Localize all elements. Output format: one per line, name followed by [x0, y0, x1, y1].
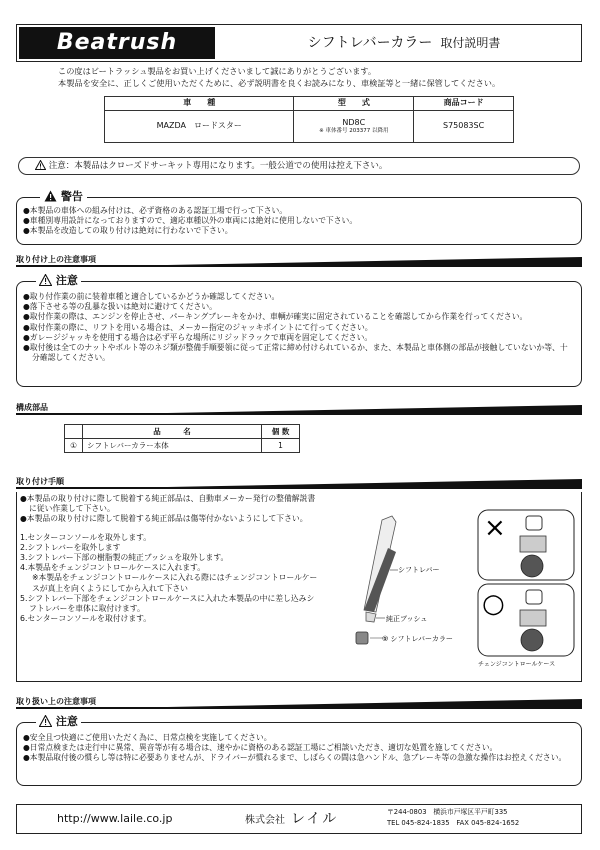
section-title: 取り付け手順: [16, 477, 68, 487]
heading-text: 注意: [55, 715, 78, 728]
col-code: 商品コード: [414, 97, 514, 111]
step-item: 4.本製品をチェンジコントロールケースに入れます。: [20, 563, 206, 573]
warning-triangle-icon: [44, 190, 57, 202]
cell-model: [294, 111, 414, 143]
cell-code: S75083SC: [414, 111, 514, 143]
company-name: [245, 805, 338, 835]
col-qty: 個 数: [262, 425, 300, 439]
list-item: ●本製品の取り付けに際して脱着する純正部品は傷等付かないようにして下さい。: [20, 514, 308, 524]
list-item: ●本製品を改造しての取り付けは絶対に行わないで下さい。: [23, 226, 233, 236]
cell-no: ①: [65, 439, 83, 453]
step-item: 2.シフトレバーを取外します: [20, 542, 121, 552]
ng-mark-icon: ×: [484, 513, 506, 543]
warning-triangle-icon: [39, 274, 52, 286]
step-item: 5.シフトレバー下部をチェンジコントロールケースに入れた本製品の中に差し込みシフトレバーを車体に取付けます。: [20, 593, 315, 614]
label-collar: ① シフトレバーカラー: [382, 635, 453, 643]
title-text: シフトレバーカラー: [307, 35, 433, 51]
handling-box: [16, 722, 582, 786]
list-item: ●取り付作業の前に装着車種と適合しているかどうか確認してください。: [23, 292, 280, 301]
step-item: 6.センターコンソールを取付けます。: [20, 614, 152, 624]
section-install-caution: [16, 255, 582, 266]
list-item: ●本製品の車体への組み付けは、必ず資格のある認証工場で行って下さい。: [23, 206, 288, 215]
step-item: 3.シフトレバー下部の樹脂製の純正ブッシュを取外します。: [20, 553, 229, 563]
subtitle-text: 取付説明書: [440, 36, 501, 50]
footer: [16, 804, 582, 834]
cell-vehicle: MAZDA ロードスター: [105, 111, 294, 143]
section-title: 取り付け上の注意事項: [16, 255, 100, 265]
ng-example: [478, 510, 574, 580]
section-procedure: [16, 477, 582, 488]
tel-fax-line: TEL 045-824-1835 FAX 045-824-1652: [387, 819, 520, 827]
intro-text: [58, 65, 578, 89]
ok-mark-icon: ○: [482, 589, 505, 619]
shift-lever-illustration: [356, 516, 398, 644]
company-prefix: 株式会社: [245, 815, 285, 826]
header-box: [16, 24, 582, 62]
warning-triangle-icon: [35, 160, 46, 170]
col-vehicle: 車 種: [105, 97, 294, 111]
list-item: ●本製品取付後の慣らし等は特に必要ありませんが、ドライバーが慣れるまで、しばらくの間は急ハンドル、急ブレーキ等の急激な操作はお控えください。: [23, 753, 567, 763]
cell-name: シフトレバーカラー本体: [82, 439, 261, 453]
caution-bar: [18, 157, 580, 175]
list-item: ●取付後は全てのナットやボルト等のネジ類が整備手順要領に従って正常に締め付けられているか、また、本製品と車体側の部品が接触していないか等、十分確認してください。: [23, 343, 568, 363]
section-ramp: [116, 699, 582, 708]
warning-heading: [40, 190, 87, 204]
parts-table: [64, 424, 300, 453]
warning-list: [23, 206, 575, 237]
intro-line: この度はビートラッシュ製品をお買い上げくださいまして誠にありがとうございます。: [58, 66, 377, 76]
section-title: 取り扱い上の注意事項: [16, 697, 100, 707]
company-address: [387, 807, 519, 829]
installation-diagram: [330, 500, 580, 680]
step-item: 1.センターコンソールを取外します。: [20, 532, 152, 542]
list-item: ●落下させる等の乱暴な扱いは絶対に避けてください。: [23, 302, 217, 312]
table-row: [65, 439, 300, 453]
address-line: 〒244-0803 横浜市戸塚区平戸町335: [387, 808, 508, 816]
brand-logo: Beatrush: [19, 27, 215, 59]
warning-box: [16, 197, 582, 245]
heading-text: 注意: [55, 274, 78, 287]
model-note: ※ 車体番号 203377 以降用: [319, 128, 389, 135]
col-model: 型 式: [294, 97, 414, 111]
company-brand: レイル: [291, 811, 339, 827]
list-item: ●日常点検または走行中に異常、異音等が有る場合は、速やかに資格のある認証工場にご相談いただき、適切な処置を施してください。: [23, 743, 498, 753]
label-bush: 純正ブッシュ: [386, 615, 428, 623]
install-caution-heading: [36, 274, 81, 288]
warning-triangle-icon: [39, 715, 52, 727]
cell-qty: 1: [262, 439, 300, 453]
section-parts: [16, 403, 582, 414]
warning-heading-text: 警告: [60, 190, 83, 203]
list-item: ●安全且つ快適にご使用いただく為に、日常点検を実施してください。: [23, 733, 272, 742]
label-control-case: チェンジコントロールケース: [478, 661, 556, 668]
intro-line: 本製品を安全に、正しくご使用いただくために、必ず説明書を良くお読みになり、車検証等と一緒に保管してください。: [58, 78, 501, 88]
caution-text: 注意：本製品はクローズドサーキット専用になります。一般公道での使用は控え下さい。: [48, 161, 388, 171]
label-shift-lever: シフトレバー: [398, 566, 440, 574]
list-item: ●本製品の取り付けに際して脱着する純正部品は、自動車メーカー発行の整備解説書に従い作業して下さい。: [20, 494, 316, 514]
install-caution-list: [23, 292, 575, 363]
list-item: ●取付作業の際に、リフトを用いる場合は、メーカー指定のジャッキポイントにて行ってください。: [23, 322, 373, 332]
handling-heading: [36, 715, 81, 729]
list-item: ●取付作業の際は、エンジンを停止させ、パーキングブレーキをかけ、車輌が確実に固定されていることを確認してから作業を行ってください。: [23, 312, 528, 322]
section-handling: [16, 697, 582, 708]
col-name: 品 名: [82, 425, 261, 439]
handling-list: [23, 733, 575, 764]
section-title: 構成部品: [16, 403, 52, 413]
procedure-text: [20, 494, 320, 624]
col-no: [65, 425, 83, 439]
model-code: ND8C: [342, 117, 366, 127]
ok-example: [478, 584, 574, 656]
company-url-link[interactable]: http://www.laile.co.jp: [57, 812, 173, 825]
product-table: [104, 96, 514, 143]
install-caution-box: [16, 281, 582, 387]
list-item: ●車種別専用設計になっておりますので、適応車種以外の車両には絶対に使用しないで下さい。: [23, 216, 358, 226]
document-title: [227, 25, 581, 61]
list-item: ●ガレージジャッキを使用する場合は必ず平らな場所にリジッドラックで車両を固定してください。: [23, 332, 373, 342]
step-note: ※本製品をチェンジコントロールケースに入れる際にはチェンジコントロールケースが真上を向くようにしてから入れて下さい: [32, 573, 318, 593]
